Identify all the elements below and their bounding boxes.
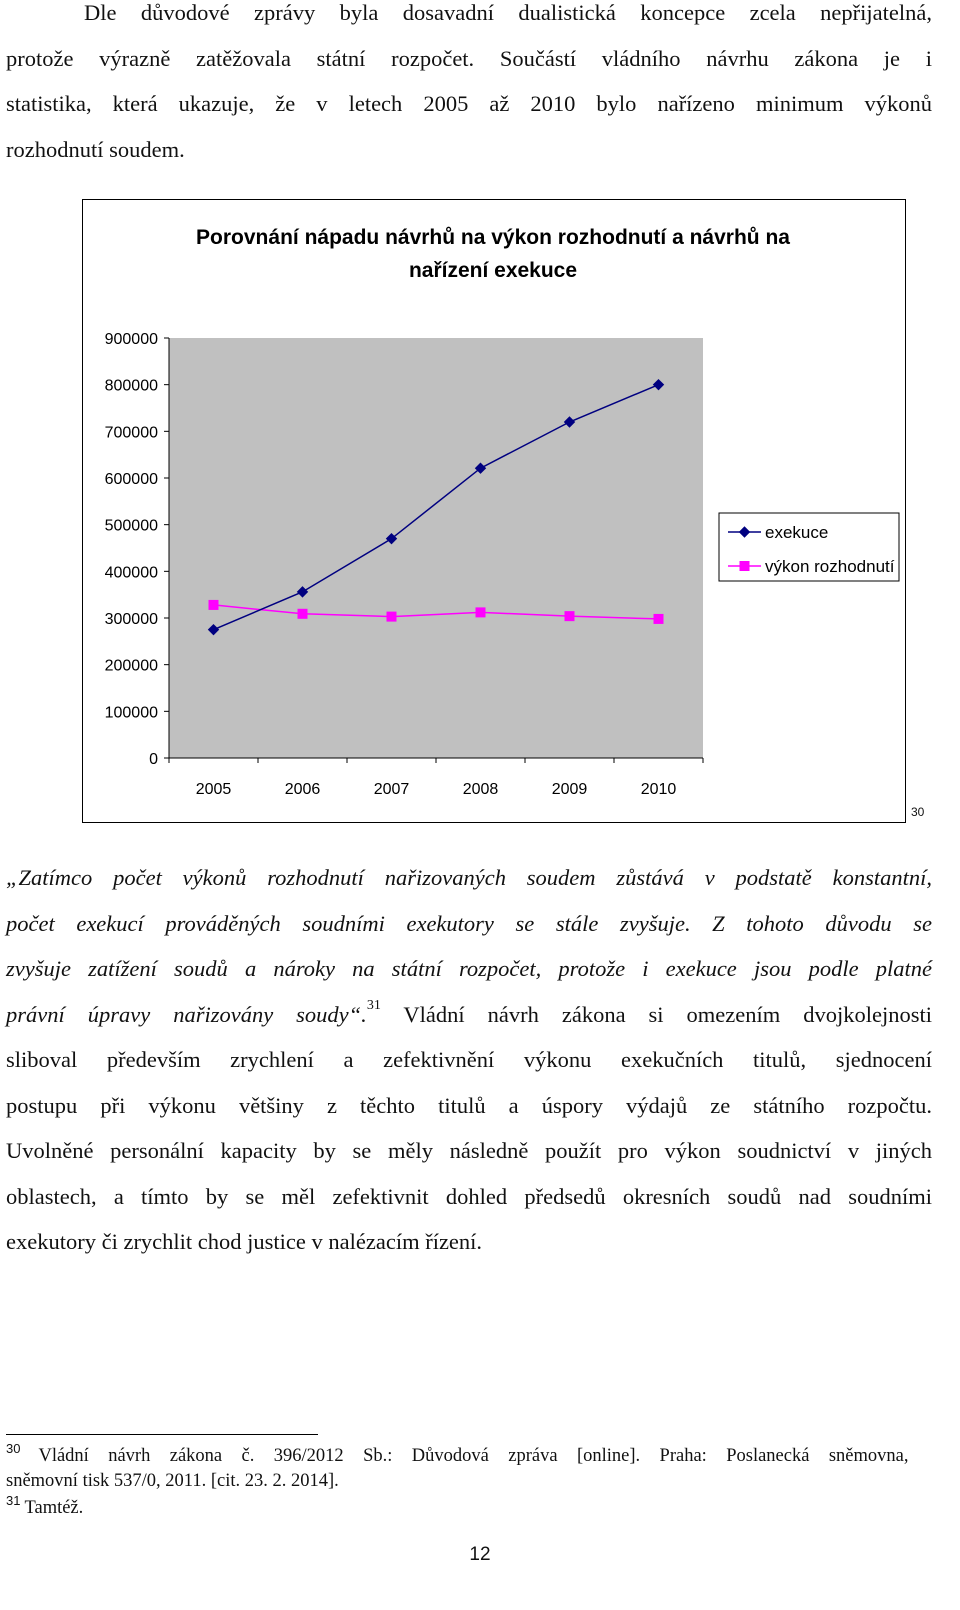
data-point <box>565 612 574 621</box>
chart-footnote-ref: 30 <box>911 805 925 819</box>
chart-title-line-1: Porovnání nápadu návrhů na výkon rozhodnutí a návrhů na <box>196 226 790 249</box>
chart-legend <box>719 513 899 581</box>
y-tick-label: 0 <box>149 751 158 768</box>
text-line: statistika, která ukazuje, že v letech 2005 až 2010 bylo nařízeno minimum výkonů <box>6 91 932 116</box>
y-tick-label: 400000 <box>104 564 158 582</box>
chart-title-line-2: nařízení exekuce <box>408 259 578 282</box>
text-line: postupu při výkonu většiny z těchto titulů a úspory výdajů ze státního rozpočtu. <box>6 1092 932 1118</box>
footnote-ref: 31 <box>366 998 381 1013</box>
text-line: Uvolněné personální kapacity by se měly následně použít pro výkon soudnictví v jiných <box>6 1138 932 1163</box>
legend-label: výkon rozhodnutí <box>765 557 895 576</box>
y-tick-label: 100000 <box>104 704 158 722</box>
text-line: exekutory či zrychlit chod justice v nalézacím řízení. <box>6 1229 483 1254</box>
chart-frame <box>82 199 906 823</box>
legend-label: exekuce <box>765 523 829 542</box>
x-tick-label: 2010 <box>640 781 677 798</box>
footnote-31 <box>6 1493 932 1521</box>
quote-line: zvyšuje zatížení soudů a nároky na státní rozpočet, protože i exekuce jsou podle platné <box>6 956 932 981</box>
y-tick-label: 600000 <box>104 471 158 488</box>
footnote-text: sněmovní tisk 537/0, 2011. [cit. 23. 2. 2014]. <box>6 1471 339 1491</box>
y-tick-label: 900000 <box>104 331 158 348</box>
intro-paragraph <box>6 0 932 172</box>
text-line <box>6 992 932 1038</box>
footnote-30 <box>6 1441 932 1494</box>
data-point <box>740 562 749 571</box>
text-line: Dle důvodové zprávy byla dosavadní dualistická koncepce zcela nepřijatelná, <box>84 0 932 25</box>
footnote-number: 31 <box>6 1493 21 1508</box>
footnote-text: Vládní návrh zákona č. 396/2012 Sb.: Důvodová zpráva [online]. Praha: Poslanecká sněmovna, <box>38 1446 909 1466</box>
x-tick-label: 2006 <box>284 781 321 798</box>
data-point <box>387 612 396 621</box>
quote-line: počet exekucí prováděných soudními exekutory se stále zvyšuje. Z tohoto důvodu se <box>6 910 932 936</box>
quote-end: právní úpravy nařizovány soudy“. <box>6 1001 367 1027</box>
text-span: Vládní návrh zákona si omezením dvojkolejnosti <box>380 1001 932 1027</box>
data-point <box>209 600 218 609</box>
y-tick-label: 700000 <box>104 424 158 442</box>
data-point <box>654 614 663 623</box>
plot-background <box>169 338 703 758</box>
x-tick-label: 2007 <box>373 781 410 798</box>
footnote-separator <box>6 1434 318 1435</box>
data-point <box>476 608 485 617</box>
line-chart <box>83 200 907 824</box>
footnote-text: Tamtéž. <box>24 1498 84 1518</box>
text-line: sliboval především zrychlení a zefektivnění výkonu exekučních titulů, sjednocení <box>6 1047 932 1072</box>
y-tick-label: 800000 <box>104 377 158 395</box>
y-tick-label: 300000 <box>104 611 158 628</box>
body-paragraph <box>6 855 932 1265</box>
quote-line: „Zatímco počet výkonů rozhodnutí nařizovaných soudem zůstává v podstatě konstantní, <box>6 865 932 890</box>
y-tick-label: 500000 <box>104 517 158 535</box>
text-line: oblastech, a tímto by se měl zefektivnit dohled předsedů okresních soudů nad soudními <box>6 1183 932 1209</box>
x-tick-label: 2005 <box>195 781 232 798</box>
data-point <box>298 609 307 618</box>
x-tick-label: 2009 <box>551 781 588 798</box>
y-tick-label: 200000 <box>104 657 158 675</box>
footnote-number: 30 <box>6 1441 21 1456</box>
text-line: rozhodnutí soudem. <box>6 136 185 162</box>
text-line: protože výrazně zatěžovala státní rozpočet. Součástí vládního návrhu zákona je i <box>6 45 932 71</box>
page-number: 12 <box>469 1544 491 1565</box>
x-tick-label: 2008 <box>462 781 499 798</box>
